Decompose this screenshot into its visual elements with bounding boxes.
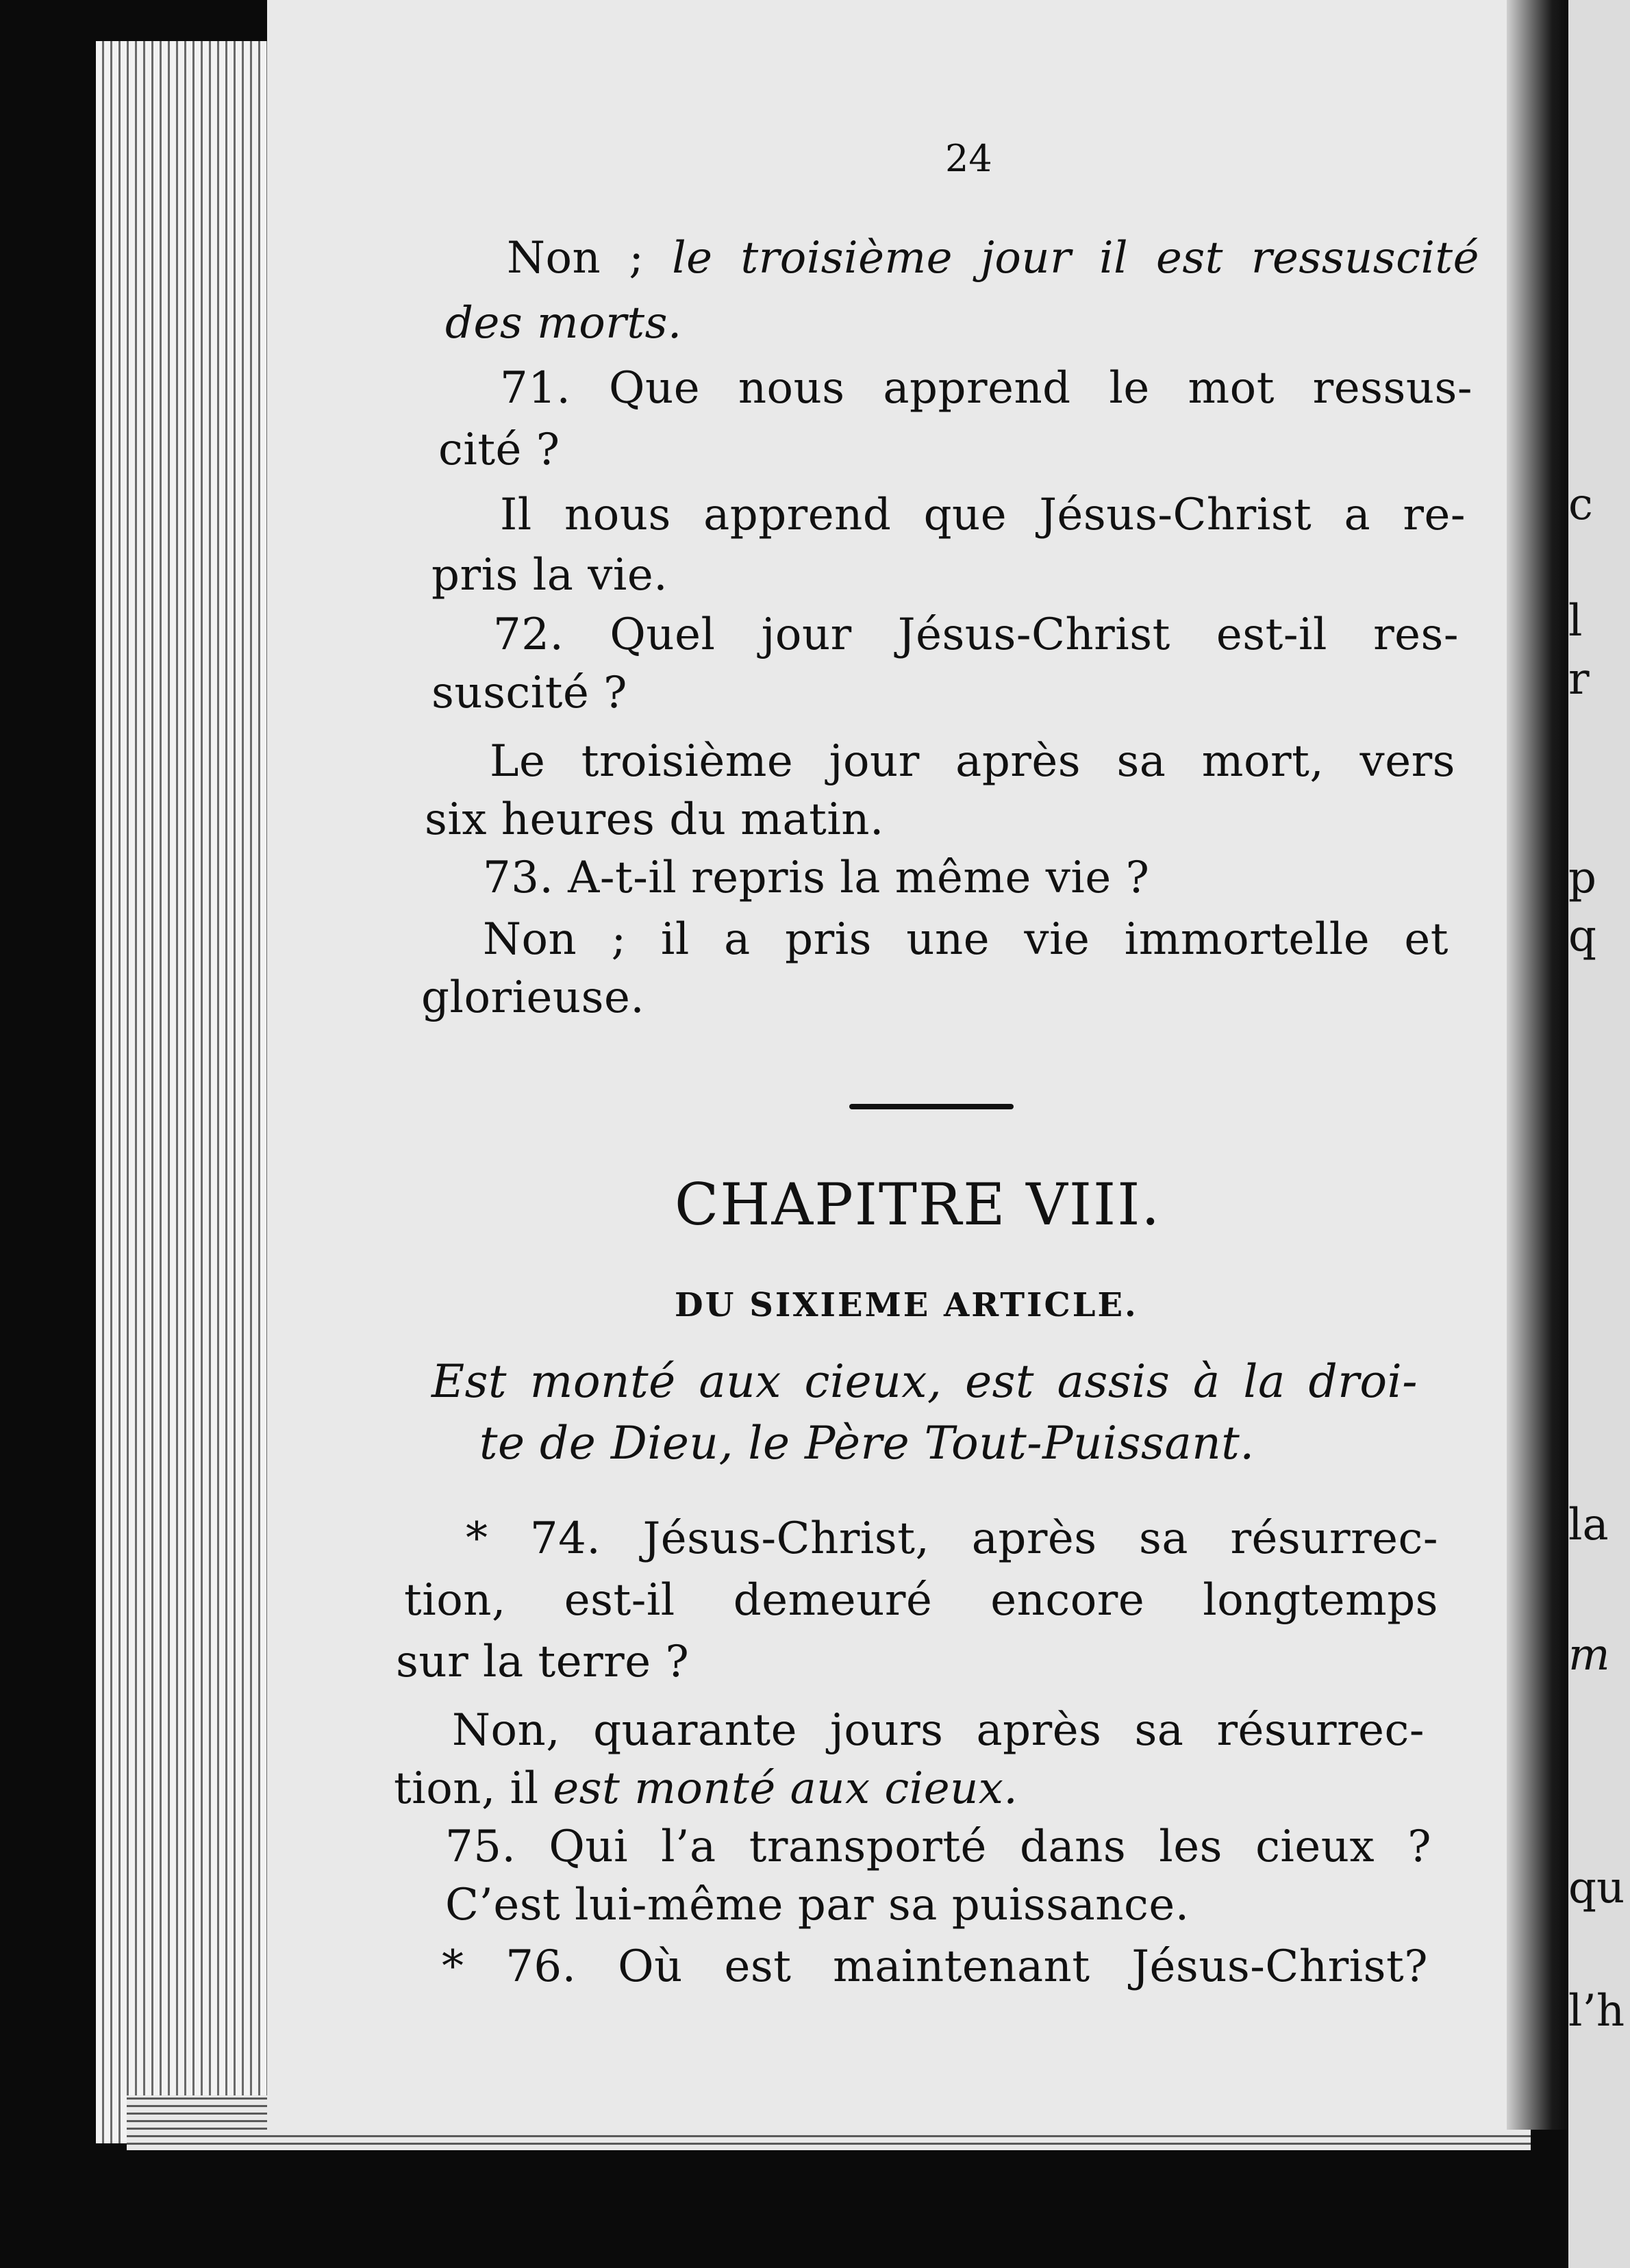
text-run: 72. Quel jour Jésus-Christ est-il res-: [493, 609, 1459, 660]
article-title: DU SIXIEME ARTICLE.: [675, 1286, 1138, 1324]
italic-text: le troisième jour il est ressuscité: [672, 233, 1480, 284]
facing-page-fragment: l’h: [1568, 1986, 1625, 2037]
text-run: cité ?: [438, 425, 560, 475]
book-gutter: [1507, 0, 1572, 2130]
facing-page-fragment: q: [1568, 911, 1596, 961]
text-run: suscité ?: [431, 668, 627, 718]
text-line: [431, 668, 651, 718]
facing-page-fragment: m: [1568, 1630, 1610, 1680]
facing-page-fragment: l: [1568, 596, 1583, 646]
text-line: [442, 1941, 1428, 1992]
text-run: Non ; il a pris une vie immortelle et: [483, 914, 1449, 965]
chapter-title: CHAPITRE VIII.: [675, 1171, 1162, 1238]
text-line: [445, 1822, 1431, 1872]
text-line: [493, 609, 1459, 660]
text-line: [507, 233, 1480, 284]
text-run: 75. Qui l’a transporté dans les cieux ?: [445, 1822, 1431, 1872]
italic-text: est monté aux cieux.: [553, 1763, 1018, 1814]
facing-page-fragment: c: [1568, 479, 1593, 530]
text-run: Il nous apprend que Jésus-Christ a re-: [500, 490, 1466, 540]
section-divider: [849, 1104, 1014, 1109]
text-line: [404, 1575, 1438, 1626]
page-edges-left: [96, 41, 274, 2143]
text-line: [500, 490, 1466, 540]
text-line: [445, 298, 705, 349]
text-run: * 74. Jésus-Christ, après sa résurrec-: [466, 1513, 1438, 1564]
text-line: [445, 1880, 1267, 1930]
text-run: * 76. Où est maintenant Jésus-Christ?: [442, 1941, 1428, 1992]
page-number: 24: [945, 137, 992, 180]
text-line: [490, 736, 1455, 787]
text-line: [500, 363, 1472, 414]
text-line: [483, 914, 1449, 965]
facing-page-fragment: qu: [1568, 1863, 1625, 1913]
text-run: tion, il: [394, 1763, 553, 1814]
text-run: six heures du matin.: [425, 794, 884, 845]
text-run: C’est lui-même par sa puissance.: [445, 1880, 1190, 1930]
text-line: [421, 972, 681, 1023]
facing-page: [1568, 0, 1630, 2268]
text-run: Non, quarante jours après sa résurrec-: [452, 1705, 1425, 1756]
text-run: Non ;: [507, 233, 673, 284]
italic-text: des morts.: [445, 298, 682, 349]
text-run: sur la terre ?: [396, 1637, 690, 1687]
text-run: 73. A-t-il repris la même vie ?: [483, 853, 1150, 903]
text-run: Le troisième jour après sa mort, vers: [490, 736, 1455, 787]
text-line: [396, 1637, 738, 1687]
text-line: [466, 1513, 1438, 1564]
text-line: [394, 1763, 1079, 1814]
text-line: [431, 550, 719, 601]
text-line: [425, 794, 966, 845]
text-run: pris la vie.: [431, 550, 668, 601]
subtitle-line: te de Dieu, le Père Tout-Puissant.: [479, 1417, 1255, 1470]
facing-page-fragment: r: [1568, 654, 1590, 705]
facing-page-fragment: la: [1568, 1500, 1609, 1550]
subtitle-line: Est monté aux cieux, est assis à la droi-: [431, 1355, 1418, 1408]
text-run: tion, est-il demeuré encore longtemps: [404, 1575, 1438, 1626]
facing-page-fragment: p: [1568, 853, 1596, 903]
text-run: 71. Que nous apprend le mot ressus-: [500, 363, 1472, 414]
text-line: [438, 425, 603, 475]
text-line: [483, 853, 1291, 903]
text-run: glorieuse.: [421, 972, 645, 1023]
text-line: [452, 1705, 1425, 1756]
